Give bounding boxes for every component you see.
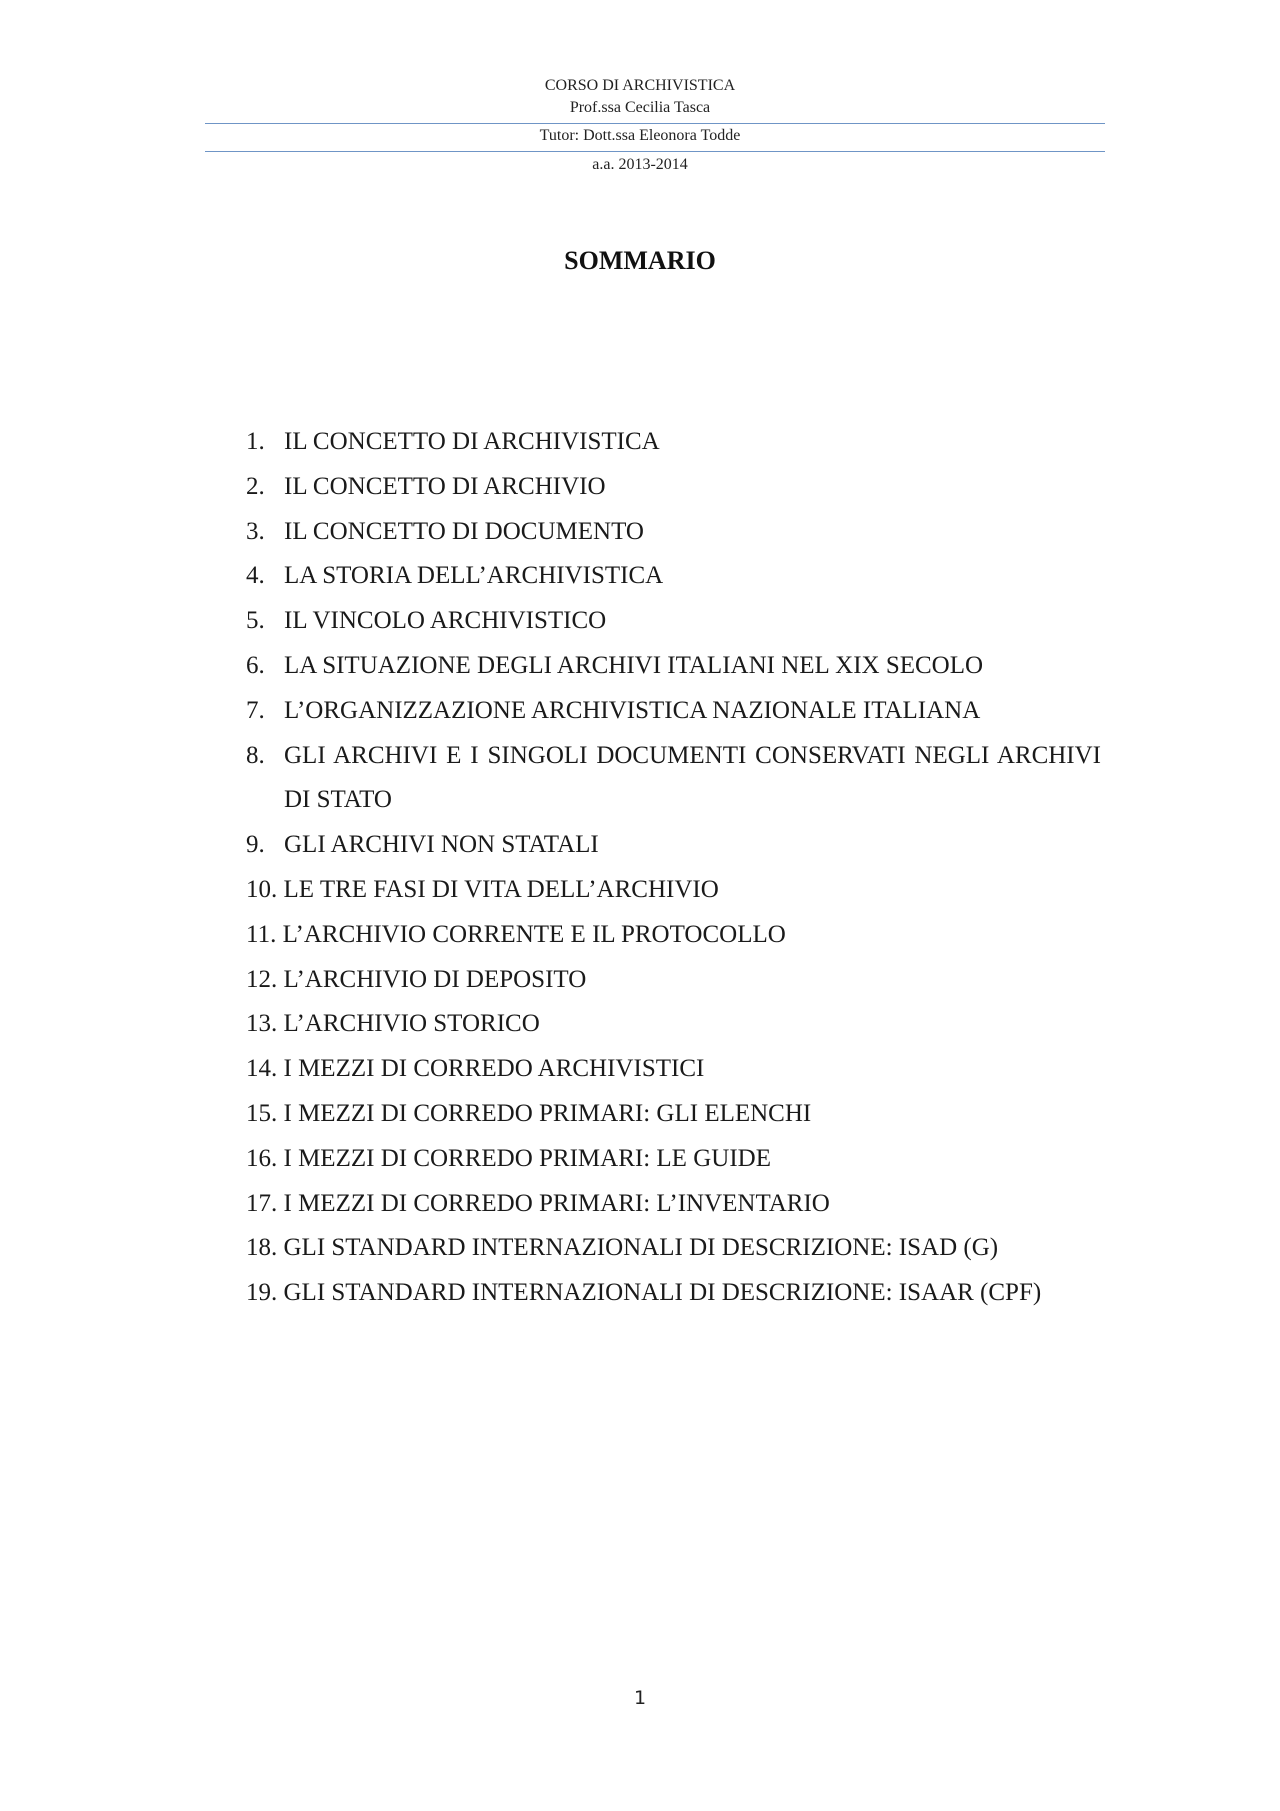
toc-item <box>246 554 1101 599</box>
toc-item-number: 10. <box>246 875 278 903</box>
toc-item <box>246 913 1101 958</box>
toc-item-text: IL CONCETTO DI ARCHIVISTICA <box>284 428 660 455</box>
toc-item <box>246 689 1101 734</box>
course-title: CORSO DI ARCHIVISTICA <box>544 77 736 94</box>
toc-item <box>246 958 1101 1003</box>
toc-item-text: I MEZZI DI CORREDO PRIMARI: L’INVENTARIO <box>283 1189 830 1217</box>
toc-item-number: 14. <box>246 1055 278 1083</box>
toc-item-number: 13. <box>246 1010 278 1038</box>
toc-item-text: GLI ARCHIVI NON STATALI <box>284 831 599 859</box>
toc-item-text: IL CONCETTO DI DOCUMENTO <box>284 517 644 545</box>
toc-item-text: I MEZZI DI CORREDO PRIMARI: GLI ELENCHI <box>283 1099 812 1127</box>
toc-item <box>246 1182 1101 1227</box>
toc-item <box>246 1137 1101 1182</box>
toc-item-number: 17. <box>246 1189 278 1217</box>
toc-item-text: GLI STANDARD INTERNAZIONALI DI DESCRIZIONE: ISAAR (CPF) <box>283 1279 1042 1307</box>
toc-item <box>246 465 1101 510</box>
toc-item <box>246 1047 1101 1092</box>
table-of-contents <box>246 420 1101 1316</box>
toc-item-number: 4. <box>246 562 265 590</box>
toc-item-number: 2. <box>246 472 265 500</box>
toc-item <box>246 868 1101 913</box>
toc-item <box>246 734 1101 824</box>
toc-item-number: 8. <box>246 741 265 769</box>
toc-item-number: 19. <box>246 1279 278 1307</box>
toc-item-text: IL CONCETTO DI ARCHIVIO <box>284 472 606 500</box>
toc-item <box>246 1002 1101 1047</box>
toc-item-text: LA SITUAZIONE DEGLI ARCHIVI ITALIANI NEL XIX SECOLO <box>284 651 984 679</box>
tutor-name: Tutor: Dott.ssa Eleonora Todde <box>539 127 741 144</box>
toc-item-number: 9. <box>246 831 265 859</box>
toc-item-number: 18. <box>246 1234 278 1262</box>
toc-item-number: 7. <box>246 696 265 724</box>
toc-item <box>246 510 1101 555</box>
toc-item-text: L’ARCHIVIO STORICO <box>283 1010 540 1038</box>
toc-item <box>246 1092 1101 1137</box>
toc-item-text: L’ARCHIVIO CORRENTE E IL PROTOCOLLO <box>282 920 786 948</box>
page-title: SOMMARIO <box>564 246 716 275</box>
toc-item <box>246 823 1101 868</box>
toc-item-text: LA STORIA DELL’ARCHIVISTICA <box>284 562 664 590</box>
toc-item-text: GLI ARCHIVI E I SINGOLI DOCUMENTI CONSERVATI NEGLI ARCHIVI DI STATO <box>284 741 1101 814</box>
toc-item-number: 11. <box>246 920 277 948</box>
toc-item-text: LE TRE FASI DI VITA DELL’ARCHIVIO <box>283 875 719 903</box>
academic-year: a.a. 2013-2014 <box>592 156 688 173</box>
toc-item-text: L’ARCHIVIO DI DEPOSITO <box>283 965 587 993</box>
header-divider-top <box>205 123 1105 124</box>
toc-item <box>246 644 1101 689</box>
toc-item-number: 6. <box>246 651 265 679</box>
header-divider-bottom <box>205 151 1105 152</box>
toc-item-text: L’ORGANIZZAZIONE ARCHIVISTICA NAZIONALE ITALIANA <box>284 696 981 724</box>
toc-item-text: I MEZZI DI CORREDO PRIMARI: LE GUIDE <box>283 1144 771 1172</box>
toc-item-number: 16. <box>246 1144 278 1172</box>
toc-item-number: 5. <box>246 607 265 635</box>
toc-item-number: 1. <box>246 428 265 455</box>
toc-item <box>246 420 1101 465</box>
toc-item-text: GLI STANDARD INTERNAZIONALI DI DESCRIZIONE: ISAD (G) <box>283 1234 999 1262</box>
toc-item-text: I MEZZI DI CORREDO ARCHIVISTICI <box>283 1055 705 1083</box>
toc-item-text: IL VINCOLO ARCHIVISTICO <box>284 607 607 635</box>
toc-item-number: 12. <box>246 965 278 993</box>
toc-item <box>246 1271 1101 1316</box>
professor-name: Prof.ssa Cecilia Tasca <box>569 99 711 116</box>
toc-item-number: 3. <box>246 517 265 545</box>
page-number: 1 <box>633 1687 647 1709</box>
toc-item <box>246 599 1101 644</box>
toc-item <box>246 1226 1101 1271</box>
toc-item-number: 15. <box>246 1099 278 1127</box>
